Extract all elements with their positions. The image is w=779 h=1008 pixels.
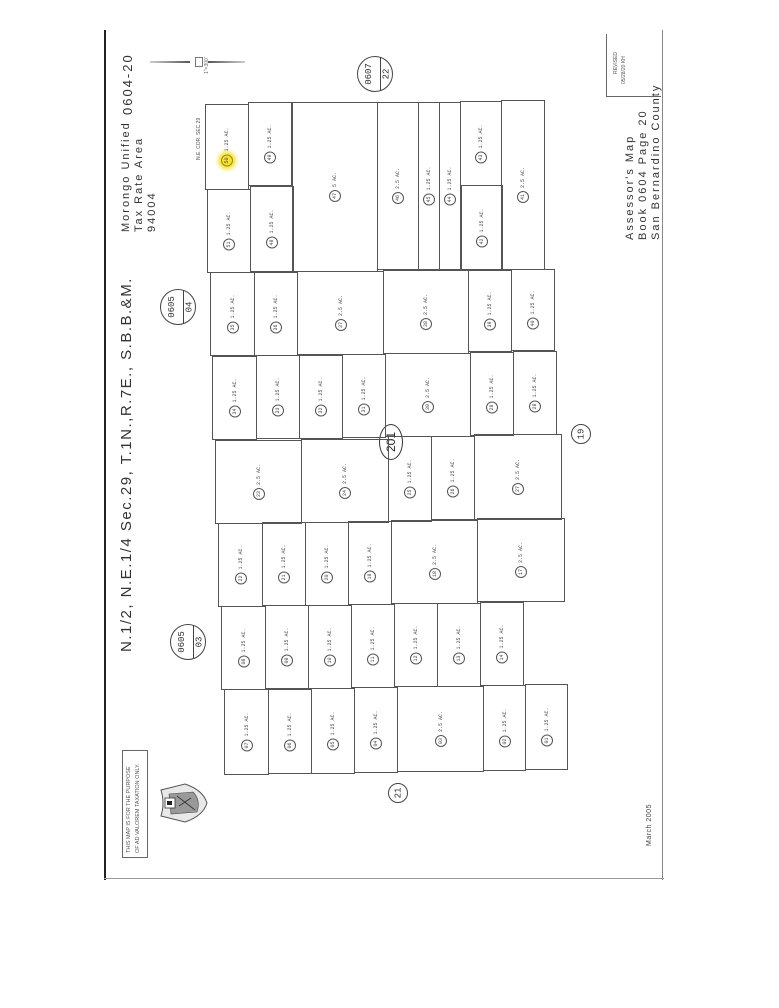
parcel-27[interactable]: 27 2.5 AC. bbox=[474, 434, 562, 520]
parcel-03[interactable]: 03 2.5 AC. bbox=[397, 686, 484, 772]
block-label: 201 bbox=[379, 424, 403, 460]
parcel-33[interactable]: 33 1.25 AC. bbox=[256, 355, 300, 439]
parcel-47[interactable]: 47 5 AC. bbox=[292, 102, 378, 272]
parcel-02[interactable]: 02 1.25 AC. bbox=[483, 685, 526, 771]
disclaimer-line-1: THIS MAP IS FOR THE PURPOSE bbox=[126, 766, 132, 853]
legal-description: N.1/2, N.E.1/4 Sec.29, T.1N.,R.7E., S.B.B.&M. bbox=[118, 277, 135, 652]
adjacent-map-0607-22[interactable]: 0607 22 bbox=[357, 56, 393, 92]
parcel-29[interactable]: 29 1.25 AC. bbox=[470, 352, 514, 436]
parcel-09[interactable]: 09 1.25 AC. bbox=[265, 605, 309, 689]
tax-rate-area-label: Tax Rate Area bbox=[133, 136, 145, 232]
frame-left-border bbox=[104, 30, 106, 880]
county-seal-icon bbox=[157, 780, 209, 826]
parcel-12[interactable]: 12 1.25 AC. bbox=[394, 603, 438, 687]
revised-box bbox=[606, 34, 661, 97]
frame-bottom-border bbox=[104, 878, 664, 879]
corner-note: N.E. COR. SEC.29 bbox=[196, 117, 202, 160]
parcel-44[interactable]: 44 1.25 AC. bbox=[439, 102, 461, 270]
parcel-40[interactable]: 40 1.25 AC. bbox=[511, 269, 555, 351]
parcel-18[interactable]: 18 2.5 AC. bbox=[391, 520, 478, 604]
adjacent-map-0605-03[interactable]: 0605 03 bbox=[170, 624, 206, 660]
tax-rate-area: 94004 bbox=[146, 191, 158, 232]
parcel-38[interactable]: 38 2.5 AC. bbox=[383, 270, 469, 354]
parcel-17[interactable]: 17 2.5 AC. bbox=[477, 518, 565, 602]
parcel-51[interactable]: 51 1.25 AC. bbox=[207, 189, 251, 273]
footer-title-line1: Assessor's Map bbox=[624, 134, 636, 240]
parcel-05[interactable]: 05 1.25 AC. bbox=[311, 688, 355, 774]
parcel-43[interactable]: 43 1.25 AC. bbox=[460, 101, 502, 186]
parcel-06[interactable]: 06 1.25 AC. bbox=[268, 689, 312, 774]
scale-bar bbox=[150, 60, 245, 64]
parcel-01[interactable]: 01 1.25 AC. bbox=[525, 684, 568, 770]
parcel-10[interactable]: 10 1.25 AC. bbox=[308, 605, 352, 689]
parcel-28[interactable]: 28 1.25 AC. bbox=[513, 351, 557, 435]
school-district: Morongo Unified bbox=[120, 121, 132, 232]
parcel-25[interactable]: 25 1.25 AC. bbox=[388, 436, 432, 522]
parcel-48[interactable]: 48 1.25 AC. bbox=[250, 186, 294, 272]
section-ref-19[interactable]: 19 bbox=[571, 424, 591, 444]
parcel-46[interactable]: 46 2.5 AC. bbox=[377, 102, 419, 270]
parcel-07[interactable]: 07 1.25 AC. bbox=[224, 689, 269, 775]
revised-value: 05/28/20 KH bbox=[621, 56, 627, 84]
parcel-23[interactable]: 23 2.5 AC. bbox=[215, 440, 302, 524]
parcel-30[interactable]: 30 2.5 AC. bbox=[385, 353, 471, 437]
parcel-35[interactable]: 35 1.25 AC. bbox=[210, 272, 255, 356]
scale-label: 1"=300' bbox=[204, 57, 210, 74]
parcel-37[interactable]: 37 2.5 AC. bbox=[297, 271, 384, 355]
parcel-36[interactable]: 36 1.25 AC. bbox=[254, 272, 298, 356]
parcel-26[interactable]: 26 1.25 AC. bbox=[431, 436, 475, 520]
parcel-11[interactable]: 11 1.25 AC. bbox=[351, 604, 395, 688]
parcel-42[interactable]: 42 1.25 AC. bbox=[461, 185, 503, 270]
parcel-45[interactable]: 45 1.25 AC. bbox=[418, 102, 440, 270]
parcel-20[interactable]: 20 1.25 AC. bbox=[305, 522, 349, 606]
parcel-13[interactable]: 13 1.25 AC. bbox=[437, 603, 481, 687]
map-date: March 2005 bbox=[646, 804, 653, 846]
parcel-32[interactable]: 32 1.25 AC. bbox=[299, 355, 343, 439]
parcel-34[interactable]: 34 1.25 AC. bbox=[212, 356, 257, 440]
disclaimer-line-2: OF AD VALOREM TAXATION ONLY. bbox=[135, 763, 141, 853]
parcel-50[interactable]: 50 1.25 AC. bbox=[205, 104, 249, 190]
parcel-21[interactable]: 21 1.25 AC. bbox=[262, 522, 306, 606]
parcel-19[interactable]: 19 1.25 AC. bbox=[348, 521, 392, 605]
parcel-31[interactable]: 31 1.25 AC. bbox=[342, 354, 386, 438]
parcel-08[interactable]: 08 1.25 AC. bbox=[221, 606, 266, 690]
parcel-14[interactable]: 14 1.25 AC. bbox=[480, 602, 524, 686]
frame-right-border bbox=[662, 30, 663, 880]
section-ref-21[interactable]: 21 bbox=[388, 783, 408, 803]
parcel-41[interactable]: 41 2.5 AC. bbox=[501, 100, 545, 270]
footer-title-line3: San Bernardino County bbox=[650, 83, 662, 240]
disclaimer-box bbox=[122, 750, 148, 858]
parcel-24[interactable]: 24 2.5 AC. bbox=[301, 439, 389, 523]
parcel-39[interactable]: 39 1.25 AC. bbox=[468, 270, 512, 352]
revised-label: REVISED bbox=[613, 52, 619, 74]
footer-title-line2: Book 0604 Page 20 bbox=[637, 109, 649, 240]
parcel-49[interactable]: 49 1.25 AC. bbox=[248, 102, 292, 186]
adjacent-map-0605-04[interactable]: 0605 04 bbox=[160, 289, 196, 325]
parcel-22[interactable]: 22 1.25 AC. bbox=[218, 523, 263, 607]
parcel-04[interactable]: 04 1.25 AC. bbox=[354, 687, 398, 773]
map-number: 0604-20 bbox=[120, 53, 135, 115]
